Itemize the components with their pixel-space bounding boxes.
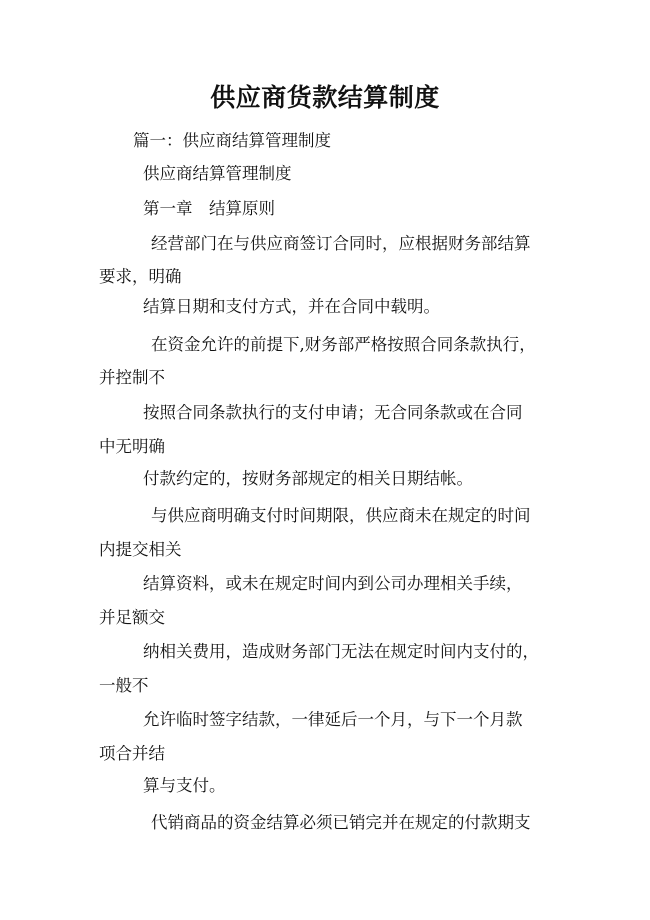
body-line: 中无明确 bbox=[99, 437, 165, 456]
body-line: 项合并结 bbox=[99, 744, 165, 763]
body-line: 第一章 结算原则 bbox=[143, 199, 275, 218]
body-line: 在资金允许的前提下,财务部严格按照合同条款执行， bbox=[151, 335, 536, 354]
body-line: 按照合同条款执行的支付申请；无合同条款或在合同 bbox=[143, 403, 523, 422]
body-line: 经营部门在与供应商签订合同时，应根据财务部结算 bbox=[151, 234, 531, 253]
body-line: 与供应商明确支付时间期限，供应商未在规定的时间 bbox=[151, 506, 531, 525]
body-line: 一般不 bbox=[99, 676, 149, 695]
body-line: 篇一：供应商结算管理制度 bbox=[133, 131, 331, 150]
body-line: 付款约定的，按财务部规定的相关日期结帐。 bbox=[143, 469, 473, 488]
body-line: 结算资料，或未在规定时间内到公司办理相关手续， bbox=[143, 574, 523, 593]
body-line: 结算日期和支付方式，并在合同中载明。 bbox=[143, 297, 440, 316]
body-line: 要求，明确 bbox=[99, 267, 182, 286]
body-line: 内提交相关 bbox=[99, 540, 182, 559]
body-line: 供应商结算管理制度 bbox=[143, 164, 292, 183]
body-line: 算与支付。 bbox=[143, 776, 226, 795]
body-line: 允许临时签字结款，一律延后一个月，与下一个月款 bbox=[143, 710, 523, 729]
body-line: 纳相关费用，造成财务部门无法在规定时间内支付的， bbox=[143, 642, 539, 661]
document-title: 供应商货款结算制度 bbox=[210, 83, 440, 112]
body-line: 并足额交 bbox=[99, 608, 165, 627]
body-line: 并控制不 bbox=[99, 368, 165, 387]
body-line: 代销商品的资金结算必须已销完并在规定的付款期支 bbox=[151, 813, 531, 832]
